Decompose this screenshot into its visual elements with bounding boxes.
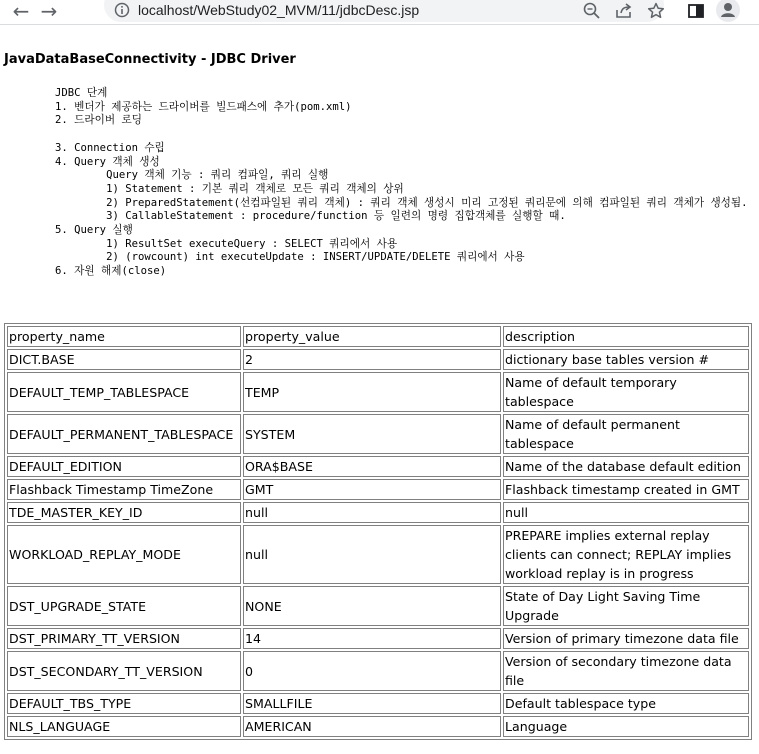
cell-property-name: NLS_LANGUAGE bbox=[7, 716, 241, 737]
cell-description: Name of default permanent tablespace bbox=[503, 414, 749, 454]
sidepanel-icon[interactable] bbox=[686, 1, 706, 21]
cell-description: dictionary base tables version # bbox=[503, 349, 749, 370]
table-row bbox=[7, 586, 749, 626]
cell-description: Name of default temporary tablespace bbox=[503, 372, 749, 412]
cell-description: null bbox=[503, 502, 749, 523]
cell-description: Flashback timestamp created in GMT bbox=[503, 479, 749, 500]
cell-property-name: DST_SECONDARY_TT_VERSION bbox=[7, 651, 241, 691]
browser-toolbar bbox=[0, 0, 759, 25]
table-row bbox=[7, 502, 749, 523]
cell-property-value: 0 bbox=[243, 651, 501, 691]
cell-property-name: DEFAULT_TEMP_TABLESPACE bbox=[7, 372, 241, 412]
cell-description: Version of secondary timezone data file bbox=[503, 651, 749, 691]
cell-property-value: SMALLFILE bbox=[243, 693, 501, 714]
zoom-icon[interactable] bbox=[582, 1, 602, 21]
cell-property-name: DST_UPGRADE_STATE bbox=[7, 586, 241, 626]
page-title: JavaDataBaseConnectivity - JDBC Driver bbox=[4, 52, 296, 67]
cell-property-value: null bbox=[243, 502, 501, 523]
cell-property-value: 2 bbox=[243, 349, 501, 370]
cell-description: State of Day Light Saving Time Upgrade bbox=[503, 586, 749, 626]
cell-property-name: Flashback Timestamp TimeZone bbox=[7, 479, 241, 500]
cell-property-name: DEFAULT_TBS_TYPE bbox=[7, 693, 241, 714]
table-header-row bbox=[7, 326, 749, 347]
properties-table bbox=[4, 323, 752, 740]
table-row bbox=[7, 628, 749, 649]
forward-icon[interactable]: → bbox=[40, 0, 58, 23]
star-icon[interactable] bbox=[646, 1, 666, 21]
cell-property-value: NONE bbox=[243, 586, 501, 626]
jdbc-steps-description: JDBC 단계 1. 벤더가 제공하는 드라이버를 빌드패스에 추가(pom.xml) 2. 드라이버 로딩 3. Connection 수립 4. Query 객체 생성 Query 객체 기능 : 쿼리 컴파일, 쿼리 실행 1) Statement : 기본 쿼리 객체로 모든 쿼리 객체의 상위 2) PreparedStatement(선컴파일된 쿼리 객체) : 쿼리 객체 생성시 미리 고정된 쿼리문에 의해 컴파일된 쿼리 객체가 생성됨. 3) CallableStatement : procedure/function 등 일련의 명령 집합객체를 실행할 때. 5. Query 실행 1) ResultSet executeQuery : SELECT 쿼리에서 사용 2) (rowcount) int executeUpdate : INSERT/UPDATE/DELETE 쿼리에서 사용 6. 자원 해제(close) bbox=[55, 87, 748, 278]
url-text[interactable]: localhost/WebStudy02_MVM/11/jdbcDesc.jsp bbox=[138, 2, 420, 18]
cell-property-value: ORA$BASE bbox=[243, 456, 501, 477]
profile-icon[interactable] bbox=[716, 0, 740, 22]
table-row bbox=[7, 651, 749, 691]
cell-property-value: GMT bbox=[243, 479, 501, 500]
share-icon[interactable] bbox=[614, 1, 634, 21]
cell-description: Version of primary timezone data file bbox=[503, 628, 749, 649]
back-icon[interactable]: ← bbox=[12, 0, 30, 23]
cell-property-value: SYSTEM bbox=[243, 414, 501, 454]
info-icon[interactable] bbox=[114, 2, 130, 18]
cell-description: Language bbox=[503, 716, 749, 737]
table-row bbox=[7, 479, 749, 500]
cell-property-name: DEFAULT_EDITION bbox=[7, 456, 241, 477]
table-row bbox=[7, 525, 749, 584]
cell-property-value: null bbox=[243, 525, 501, 584]
header-property-name: property_name bbox=[7, 326, 241, 347]
cell-property-name: WORKLOAD_REPLAY_MODE bbox=[7, 525, 241, 584]
table-row bbox=[7, 372, 749, 412]
header-property-value: property_value bbox=[243, 326, 501, 347]
cell-property-value: TEMP bbox=[243, 372, 501, 412]
cell-property-value: 14 bbox=[243, 628, 501, 649]
table-row bbox=[7, 716, 749, 737]
cell-property-name: DICT.BASE bbox=[7, 349, 241, 370]
cell-property-name: DST_PRIMARY_TT_VERSION bbox=[7, 628, 241, 649]
page-content bbox=[0, 25, 759, 754]
table-row bbox=[7, 693, 749, 714]
header-description: description bbox=[503, 326, 749, 347]
table-row bbox=[7, 349, 749, 370]
table-row bbox=[7, 414, 749, 454]
cell-property-name: DEFAULT_PERMANENT_TABLESPACE bbox=[7, 414, 241, 454]
cell-description: Name of the database default edition bbox=[503, 456, 749, 477]
cell-property-value: AMERICAN bbox=[243, 716, 501, 737]
cell-description: PREPARE implies external replay clients can connect; REPLAY implies workload replay is in progress bbox=[503, 525, 749, 584]
cell-description: Default tablespace type bbox=[503, 693, 749, 714]
table-row bbox=[7, 456, 749, 477]
cell-property-name: TDE_MASTER_KEY_ID bbox=[7, 502, 241, 523]
